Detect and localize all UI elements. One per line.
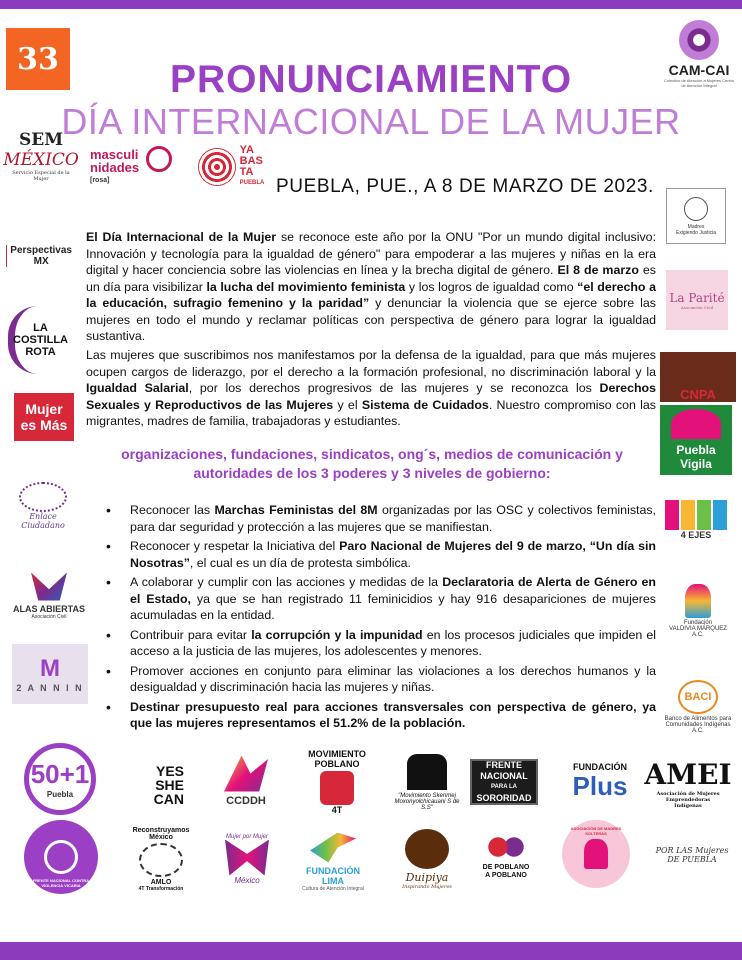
- logo-amei-icon: AMEI Asociación de Mujeres Emprendedoras Indígenas: [644, 757, 732, 809]
- logo-la-parite-icon: La Parité Asociación Civil: [666, 270, 728, 330]
- logo-fundacion-valdivia-icon: Fundación VALDIVIA MÁRQUEZ A.C.: [664, 580, 732, 642]
- seal-icon: [139, 843, 183, 877]
- list-item: • Reconocer y respetar la Iniciativa del Paro Nacional de Mujeres del 9 de marzo, “Un día sin Nosotras”, el cual es un día de protesta simbólica.: [100, 538, 656, 571]
- mother-child-icon: [584, 839, 608, 869]
- logo-yes-she-can-icon: YES SHE CAN: [153, 763, 184, 807]
- logo-ya-basta-icon: YA BAS TA PUEBLA: [190, 146, 272, 188]
- logo-asociacion-madres-solteras-icon: ASOCIACIÓN DE MADRES SOLTERAS: [562, 820, 630, 888]
- logo-duipiya-icon: Duipiya Inspirando Mujeres: [392, 824, 462, 894]
- flower-icon: [679, 20, 719, 60]
- butterfly-icon: [225, 840, 269, 876]
- logo-baci-icon: BACI Banco de Alimentos para Comunidades Indígenas A.C.: [660, 676, 736, 738]
- logo-masculinidades-icon: masculi nidades [rosa]: [90, 146, 172, 188]
- list-item: • Destinar presupuesto real para acciones transversales con perspectiva de género, ya que las mujeres representamos el 51.2% de la población.: [100, 699, 656, 732]
- demands-subheading: organizaciones, fundaciones, sindicatos, ong´s, medios de comunicación y autoridades de los 3 poderes y 3 niveles de gobierno:: [121, 446, 623, 481]
- logo-mujer-es-mas-icon: Mujer es Más: [14, 393, 74, 441]
- logo-enlace-ciudadano-icon: Enlace Ciudadano: [8, 476, 78, 536]
- logo-m-2annin-icon: M 2 A N N I N: [12, 644, 88, 704]
- hummingbird-icon: [310, 833, 356, 863]
- fist-icon: [320, 771, 354, 805]
- top-purple-bar: [0, 0, 742, 9]
- logo-reconstruyamos-mexico-icon: Reconstruyamos México AMLO 4T Transformación: [132, 826, 190, 892]
- logo-row-1: [0, 735, 742, 825]
- mother-child-icon: [684, 197, 708, 221]
- bottom-purple-bar: [0, 942, 742, 960]
- logo-alas-abiertas-icon: ALAS ABIERTAS Asociación Civil: [12, 566, 86, 626]
- list-item: • Reconocer las Marchas Feministas del 8M organizadas por las OSC y colectivos feministas, para dar seguridad y protección a las mujeres que se manifiestan.: [100, 502, 656, 535]
- logo-fundacion-plus-icon: FUNDACIÓN Plus: [572, 762, 628, 801]
- figure-icon: [685, 584, 711, 618]
- logo-frente-violencia-vicaria-icon: FRENTE NACIONAL CONTRA VIOLENCIA VICARIA: [24, 820, 98, 894]
- concentric-circles-icon: [198, 148, 236, 186]
- logo-4-ejes-icon: 4 EJES: [660, 494, 732, 546]
- logo-mujer-por-mujer-mexico-icon: Mujer por Mujer México: [225, 833, 268, 885]
- paragraph-manifest: Las mujeres que suscribimos nos manifestamos por la defensa de la igualdad, para que más mujeres ocupen cargos de liderazgo, por el derecho a la formación profesional, no discriminación laboral y la Igualdad Salarial, por los derechos progresivos de las mujeres y se reconozca los Derechos Sexuales y Reproductivos de las Mujeres y el Sistema de Cuidados. Nuestro compromiso con las migrantes, madres de familia, trabajadoras y estudiantes.: [86, 348, 656, 428]
- logo-sem-mexico-icon: SEM MÉXICO Servicio Especial de la Mujer: [3, 130, 79, 182]
- logo-33-icon: 33: [6, 28, 70, 90]
- logo-ccddh-icon: CCDDH: [210, 749, 282, 813]
- logo-fundacion-lima-icon: FUNDACIÓN LIMA Cultura de Atención Integral: [296, 832, 370, 892]
- logo-de-poblano-a-poblano-icon: DE POBLANO A POBLANO: [474, 824, 538, 888]
- logo-madres-exigiendo-justicia-icon: Madres Exigiendo Justicia: [666, 188, 726, 244]
- list-item: • Contribuir para evitar la corrupción y la impunidad en los procesos judiciales que impiden el acceso a la justicia de las mujeres, los adolescentes y menores.: [100, 627, 656, 660]
- heart-icon: [44, 840, 78, 874]
- wings-icon: [31, 573, 67, 601]
- hearts-icon: [486, 833, 526, 861]
- logo-frente-sororidad-icon: FRENTE NACIONAL PARA LA SORORIDAD: [470, 759, 538, 805]
- logo-perspectivas-mx-icon: Perspectivas MX: [6, 238, 72, 274]
- female-symbol-icon: [146, 146, 172, 172]
- mask-icon: [671, 409, 721, 439]
- list-item: • A colaborar y cumplir con las acciones y medidas de la Declaratoria de Alerta de Género en el Estado, ya que se han registrado 11 feminicidios y hay 916 desapariciones de mujeres acumuladas en la entidad.: [100, 574, 656, 624]
- document-title: PRONUNCIAMIENTO: [169, 58, 573, 101]
- logo-movimiento-skenmej-icon: "Movimiento Skenmej Moxonyolchicauani S de S.S": [392, 749, 462, 815]
- silhouette-icon: [407, 754, 447, 790]
- document-subtitle: DÍA INTERNACIONAL DE LA MUJER: [61, 101, 681, 142]
- logo-row-2: [0, 820, 742, 920]
- logo-la-costilla-rota-icon: LA COSTILLA ROTA: [8, 306, 66, 374]
- woman-profile-icon: [405, 829, 449, 869]
- demands-list: [100, 502, 656, 735]
- logo-movimiento-poblano-icon: MOVIMIENTO POBLANO 4T: [308, 749, 366, 815]
- logo-camcai-icon: CAM-CAI Colectivo de Atención a Mujeres Centro de Atención Integral: [662, 18, 736, 90]
- mandala-icon: [19, 482, 67, 512]
- paragraph-intro: El Día Internacional de la Mujer se reconoce este año por la ONU "Por un mundo digital inclusivo: Innovación y tecnología para la igualdad de género" para empoderar a las mujeres y niñas en la era digital y hacer conciencia sobre las violencias en línea y la brecha digital de género. El 8 de marzo es un día para visibilizar la lucha del movimiento feminista y los logros de igualdad como “el derecho a la educación, sufragio femenino y la paridad” y denunciar la violencia que se ejerce sobre las mujeres en todo el mundo y reclamar políticas con perspectiva de género para lograr la igualdad sustantiva.: [86, 230, 657, 343]
- list-item: • Promover acciones en conjunto para eliminar las violaciones a los derechos humanos y la desigualdad y discriminación hacia las mujeres y niñas.: [100, 663, 656, 696]
- logo-50-mas-1-icon: 50+1 Puebla: [24, 743, 96, 815]
- logo-puebla-vigila-icon: Puebla Vigila: [660, 405, 732, 475]
- dateline: PUEBLA, PUE., A 8 DE MARZO DE 2023.: [276, 176, 654, 197]
- logo-por-las-mujeres-de-puebla-icon: POR LAS Mujeres DE PUEBLA: [655, 846, 729, 864]
- wings-icon: [224, 756, 268, 792]
- logo-cnpa-icon: CNPA: [660, 352, 736, 402]
